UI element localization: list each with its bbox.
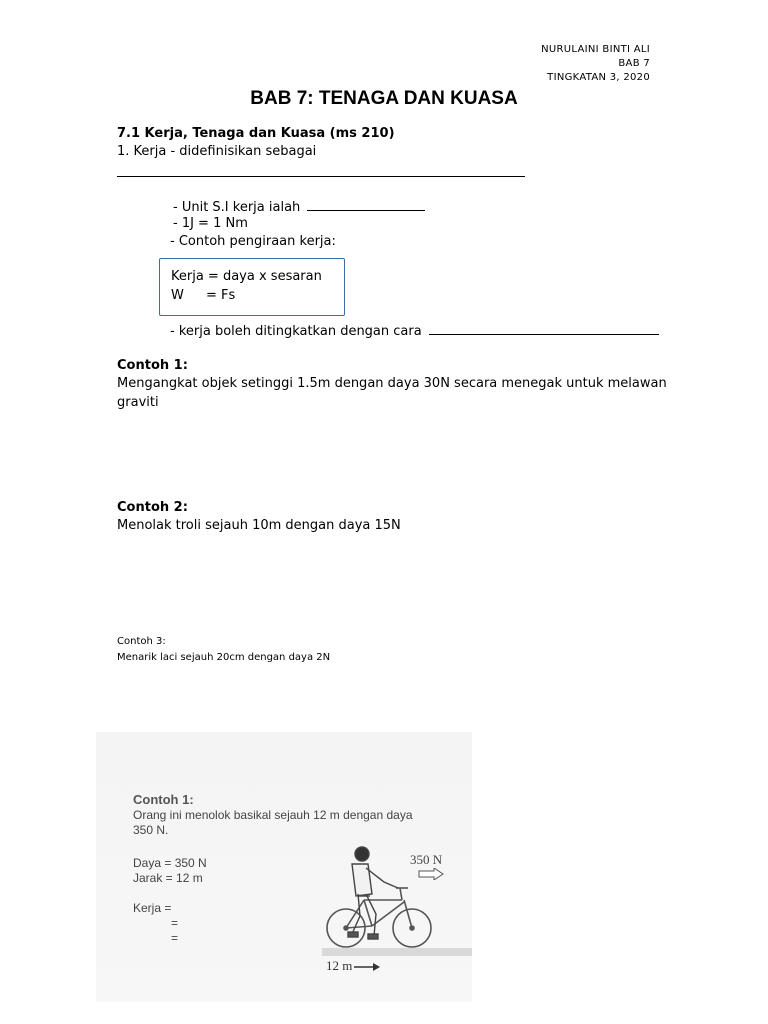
ground-surface xyxy=(322,948,472,956)
page-title: BAB 7: TENAGA DAN KUASA xyxy=(250,88,518,109)
chapter-label: BAB 7 xyxy=(618,58,650,69)
ground-distance-label: 12 m xyxy=(326,958,353,973)
definition-prompt: 1. Kerja - didefinisikan sebagai xyxy=(117,144,317,159)
bicycle-rider-icon xyxy=(322,844,442,950)
figure-eq-2: = xyxy=(171,931,179,945)
formula-w: W xyxy=(171,288,184,303)
formula-line-1: Kerja = daya x sesaran xyxy=(171,269,322,284)
figure-work: Kerja = xyxy=(133,901,172,915)
figure-line-1: Orang ini menolok basikal sejauh 12 m dengan daya xyxy=(133,808,413,822)
figure-heading: Contoh 1: xyxy=(133,792,194,807)
increase-prompt: - kerja boleh ditingkatkan dengan cara xyxy=(170,324,422,339)
formula-fs: = Fs xyxy=(206,288,236,303)
form-year: TINGKATAN 3, 2020 xyxy=(547,72,650,83)
author-name: NURULAINI BINTI ALI xyxy=(541,44,650,55)
figure-eq-1: = xyxy=(171,916,179,930)
increase-answer-blank[interactable] xyxy=(429,322,659,335)
figure-force: Daya = 350 N xyxy=(133,856,207,870)
figure-line-2: 350 N. xyxy=(133,823,169,837)
increase-line xyxy=(170,322,659,339)
unit-answer-blank[interactable] xyxy=(307,198,425,211)
document-header xyxy=(541,43,650,85)
unit-line xyxy=(173,198,425,215)
bicycle-example-figure xyxy=(96,732,472,1002)
calc-example-line: - Contoh pengiraan kerja: xyxy=(170,234,336,249)
example-1-label: Contoh 1: xyxy=(117,358,188,373)
force-arrow-label: 350 N xyxy=(410,852,443,867)
example-1-text-cont: graviti xyxy=(117,395,159,410)
example-1-text: Mengangkat objek setinggi 1.5m dengan daya 30N secara menegak untuk melawan xyxy=(117,376,667,391)
definition-answer-line[interactable] xyxy=(117,176,525,177)
joule-line: - 1J = 1 Nm xyxy=(173,216,248,231)
figure-distance: Jarak = 12 m xyxy=(133,871,203,885)
distance-arrow-icon xyxy=(354,962,380,972)
formula-box xyxy=(159,258,345,316)
section-heading: 7.1 Kerja, Tenaga dan Kuasa (ms 210) xyxy=(117,126,395,141)
example-3-label: Contoh 3: xyxy=(117,636,166,647)
unit-prompt: - Unit S.I kerja ialah xyxy=(173,200,301,215)
example-3-text: Menarik laci sejauh 20cm dengan daya 2N xyxy=(117,652,331,663)
example-2-text: Menolak troli sejauh 10m dengan daya 15N xyxy=(117,518,401,533)
example-2-label: Contoh 2: xyxy=(117,500,188,515)
